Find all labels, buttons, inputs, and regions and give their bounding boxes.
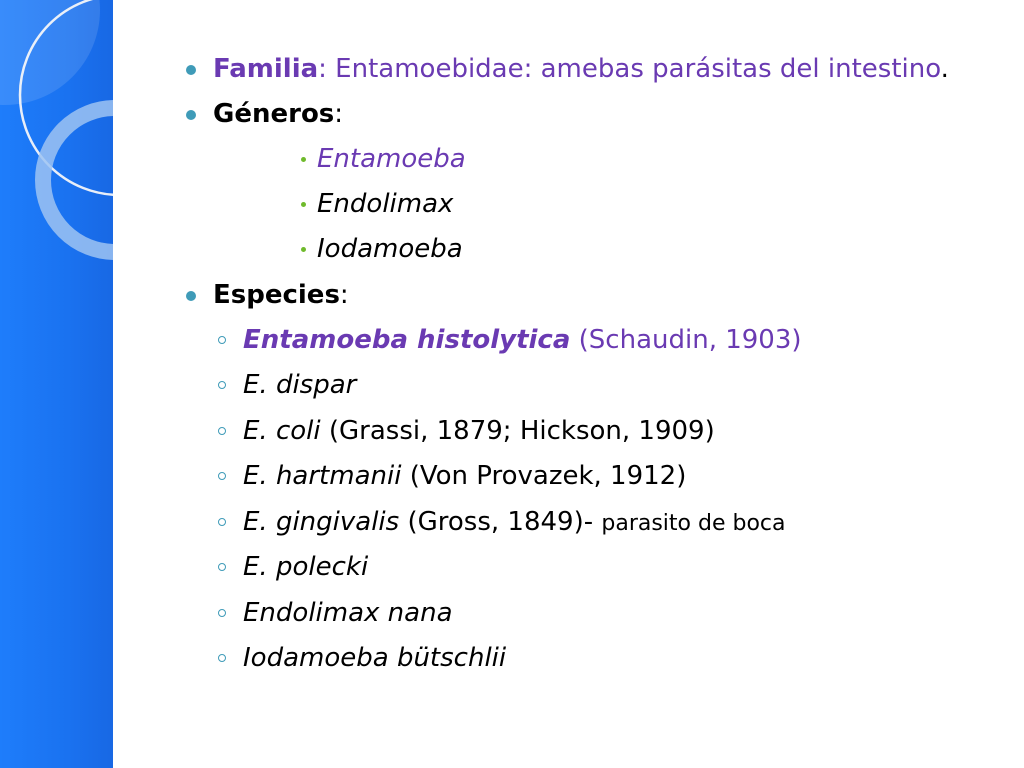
list-item xyxy=(243,368,356,402)
list-item xyxy=(317,142,466,176)
text-run: Endolimax xyxy=(317,189,454,219)
text-run: : Entamoebidae: amebas parásitas del intestino xyxy=(318,54,941,84)
list-item xyxy=(243,641,506,675)
circle-bullet-icon xyxy=(218,381,226,389)
list-item xyxy=(213,278,349,312)
text-run: E. coli xyxy=(243,416,321,446)
bullet-icon xyxy=(301,157,306,162)
text-run: E. dispar xyxy=(243,370,357,400)
text-run: (Von Provazek, 1912) xyxy=(401,461,687,491)
list-item xyxy=(317,232,463,266)
text-run: Endolimax nana xyxy=(243,598,453,628)
list-item xyxy=(243,323,802,357)
text-run: . xyxy=(940,54,949,84)
circle-bullet-icon xyxy=(218,427,226,435)
circle-bullet-icon xyxy=(218,563,226,571)
list-item xyxy=(243,459,686,493)
list-item xyxy=(243,550,368,584)
text-run: Familia xyxy=(213,54,319,84)
list-item xyxy=(213,97,343,131)
list-item xyxy=(243,505,786,541)
text-run: : xyxy=(339,280,349,310)
text-run: Géneros xyxy=(213,99,335,129)
circle-bullet-icon xyxy=(218,336,226,344)
text-run: Entamoeba xyxy=(317,144,466,174)
text-run: Iodamoeba bütschlii xyxy=(243,643,507,673)
text-run: parasito de boca xyxy=(601,511,786,536)
text-run: (Schaudin, 1903) xyxy=(570,325,802,355)
text-run: E. polecki xyxy=(243,552,369,582)
text-run: : xyxy=(334,99,344,129)
text-run: Iodamoeba xyxy=(317,234,463,264)
bullet-icon xyxy=(186,110,196,120)
list-item xyxy=(243,414,715,448)
text-run: Especies xyxy=(213,280,340,310)
circle-bullet-icon xyxy=(218,472,226,480)
text-run: E. hartmanii xyxy=(243,461,402,491)
list-item xyxy=(213,52,949,86)
text-run: Entamoeba histolytica xyxy=(243,325,571,355)
list-item xyxy=(243,596,453,630)
text-run: (Grassi, 1879; Hickson, 1909) xyxy=(320,416,715,446)
text-run: E. gingivalis xyxy=(243,507,400,537)
bullet-icon xyxy=(186,65,196,75)
bullet-icon xyxy=(301,247,306,252)
bullet-icon xyxy=(301,202,306,207)
bullet-icon xyxy=(186,291,196,301)
text-run: (Gross, 1849)- xyxy=(399,507,602,537)
circle-bullet-icon xyxy=(218,518,226,526)
list-item xyxy=(317,187,453,221)
circle-bullet-icon xyxy=(218,654,226,662)
circle-bullet-icon xyxy=(218,609,226,617)
